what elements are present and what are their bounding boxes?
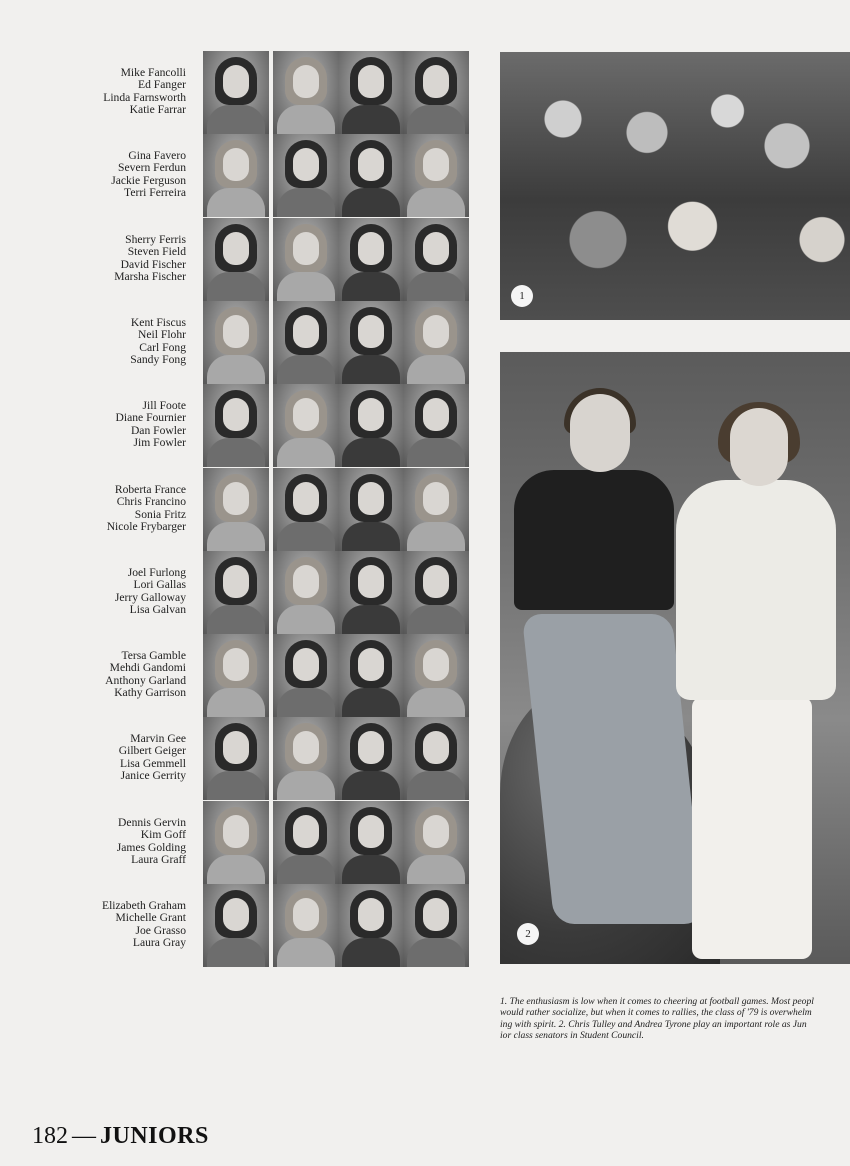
student-portrait [203, 384, 269, 467]
name-list [70, 317, 186, 366]
student-name: Neil Flohr [138, 328, 186, 342]
student-name: Kathy Garrison [114, 685, 186, 699]
student-portrait [203, 134, 269, 217]
student-name: Dan Fowler [130, 423, 186, 437]
student-portrait [203, 218, 269, 301]
student-portrait [203, 51, 269, 134]
student-name: Chris Francino [116, 495, 186, 509]
student-name: Marsha Fischer [114, 269, 186, 283]
name-list [70, 567, 186, 616]
student-name: Elizabeth Graham [101, 899, 186, 912]
girl-figure-sweater [676, 480, 836, 700]
student-portrait [338, 634, 404, 717]
student-name: Janice Gerrity [120, 768, 186, 782]
boy-figure-shirt [514, 470, 674, 610]
student-portrait [338, 384, 404, 467]
student-portrait [403, 51, 469, 134]
student-portrait [338, 801, 404, 884]
girl-figure-pants [692, 697, 812, 959]
student-name: Roberta France [114, 483, 186, 496]
student-name: Michelle Grant [115, 911, 186, 925]
name-list [70, 817, 186, 866]
student-name: Lori Gallas [133, 578, 186, 592]
student-name: Carl Fong [139, 340, 186, 354]
student-name: Ed Fanger [138, 78, 186, 92]
student-portrait [338, 551, 404, 634]
student-portrait [203, 468, 269, 551]
student-portrait [338, 51, 404, 134]
page-number: 182 [32, 1123, 68, 1149]
student-name: Sherry Ferris [125, 233, 186, 246]
student-name: Jerry Galloway [114, 590, 186, 604]
student-name: Kim Goff [140, 828, 186, 842]
student-name: Steven Field [127, 245, 186, 259]
student-name: Gilbert Geiger [118, 744, 186, 758]
student-portrait [273, 468, 339, 551]
student-portrait [338, 884, 404, 967]
student-name: Jim Fowler [133, 435, 186, 449]
boy-figure-head [570, 394, 630, 472]
student-name: Jackie Ferguson [111, 173, 186, 187]
footer-dash: — [72, 1123, 96, 1149]
student-portrait [403, 301, 469, 384]
student-portrait [403, 884, 469, 967]
student-name: Laura Graff [131, 852, 186, 866]
student-portrait [273, 634, 339, 717]
page-footer [32, 1121, 209, 1151]
student-portrait [338, 468, 404, 551]
student-name: Tersa Gamble [121, 649, 186, 662]
student-name: Nicole Frybarger [106, 519, 186, 533]
student-name: Joe Grasso [135, 923, 186, 937]
student-portrait [403, 134, 469, 217]
student-name: Mehdi Gandomi [109, 661, 186, 675]
student-portrait [203, 717, 269, 800]
student-name: Mike Fancolli [120, 66, 186, 79]
photo-caption: 1. The enthusiasm is low when it comes to cheering at football games. Most peopl would rather socialize, but when it comes to rallies, the class of '79 is overwhelm ing with spirit. 2. Chris Tulley and Andrea Tyrone play an important role as Jun ior class senators in Student Council. [500, 996, 814, 1041]
student-portrait [403, 218, 469, 301]
student-portrait [338, 218, 404, 301]
name-list [70, 150, 186, 199]
student-name: Gina Favero [128, 149, 186, 162]
student-portrait [203, 801, 269, 884]
student-portrait [273, 717, 339, 800]
student-name: Diane Fournier [115, 411, 186, 425]
student-portrait [338, 301, 404, 384]
student-name: Laura Gray [132, 935, 186, 949]
student-name: James Golding [116, 840, 186, 854]
name-list [70, 900, 186, 949]
student-name: Sonia Fritz [134, 507, 186, 521]
student-name: Jill Foote [142, 399, 186, 412]
student-portrait [273, 801, 339, 884]
student-portrait [403, 384, 469, 467]
name-list [70, 650, 186, 699]
student-name: Linda Farnsworth [103, 90, 186, 104]
student-name: Joel Furlong [127, 566, 186, 579]
section-title: JUNIORS [100, 1123, 209, 1149]
student-portrait [403, 468, 469, 551]
student-portrait [338, 134, 404, 217]
student-portrait [338, 717, 404, 800]
student-portrait [273, 301, 339, 384]
student-portrait [203, 634, 269, 717]
student-name: Terri Ferreira [124, 185, 186, 199]
student-portrait [403, 551, 469, 634]
student-portrait [273, 134, 339, 217]
student-portrait [273, 51, 339, 134]
student-name: David Fischer [120, 257, 186, 271]
student-portrait [273, 218, 339, 301]
name-list [70, 234, 186, 283]
student-portrait [403, 634, 469, 717]
class-senators-photo [500, 352, 850, 964]
student-portrait [273, 384, 339, 467]
student-name: Lisa Galvan [129, 602, 186, 616]
student-portrait [203, 884, 269, 967]
student-portrait [403, 801, 469, 884]
student-name: Anthony Garland [105, 673, 186, 687]
girl-figure-head [730, 408, 788, 486]
student-name: Sandy Fong [130, 352, 186, 366]
student-portrait [403, 717, 469, 800]
name-list [70, 733, 186, 782]
photo-number-badge: 1 [511, 285, 533, 307]
student-portrait [203, 551, 269, 634]
name-list [70, 67, 186, 116]
rally-crowd-photo [500, 52, 850, 320]
student-name: Marvin Gee [130, 732, 186, 745]
student-name: Katie Farrar [129, 102, 186, 116]
student-name: Severn Ferdun [118, 161, 186, 175]
student-portrait [203, 301, 269, 384]
photo-number-badge: 2 [517, 923, 539, 945]
student-name: Lisa Gemmell [119, 756, 186, 770]
student-name: Dennis Gervin [118, 816, 186, 829]
student-name: Kent Fiscus [130, 316, 186, 329]
name-list [70, 484, 186, 533]
student-portrait [273, 551, 339, 634]
student-portrait [273, 884, 339, 967]
name-list [70, 400, 186, 449]
